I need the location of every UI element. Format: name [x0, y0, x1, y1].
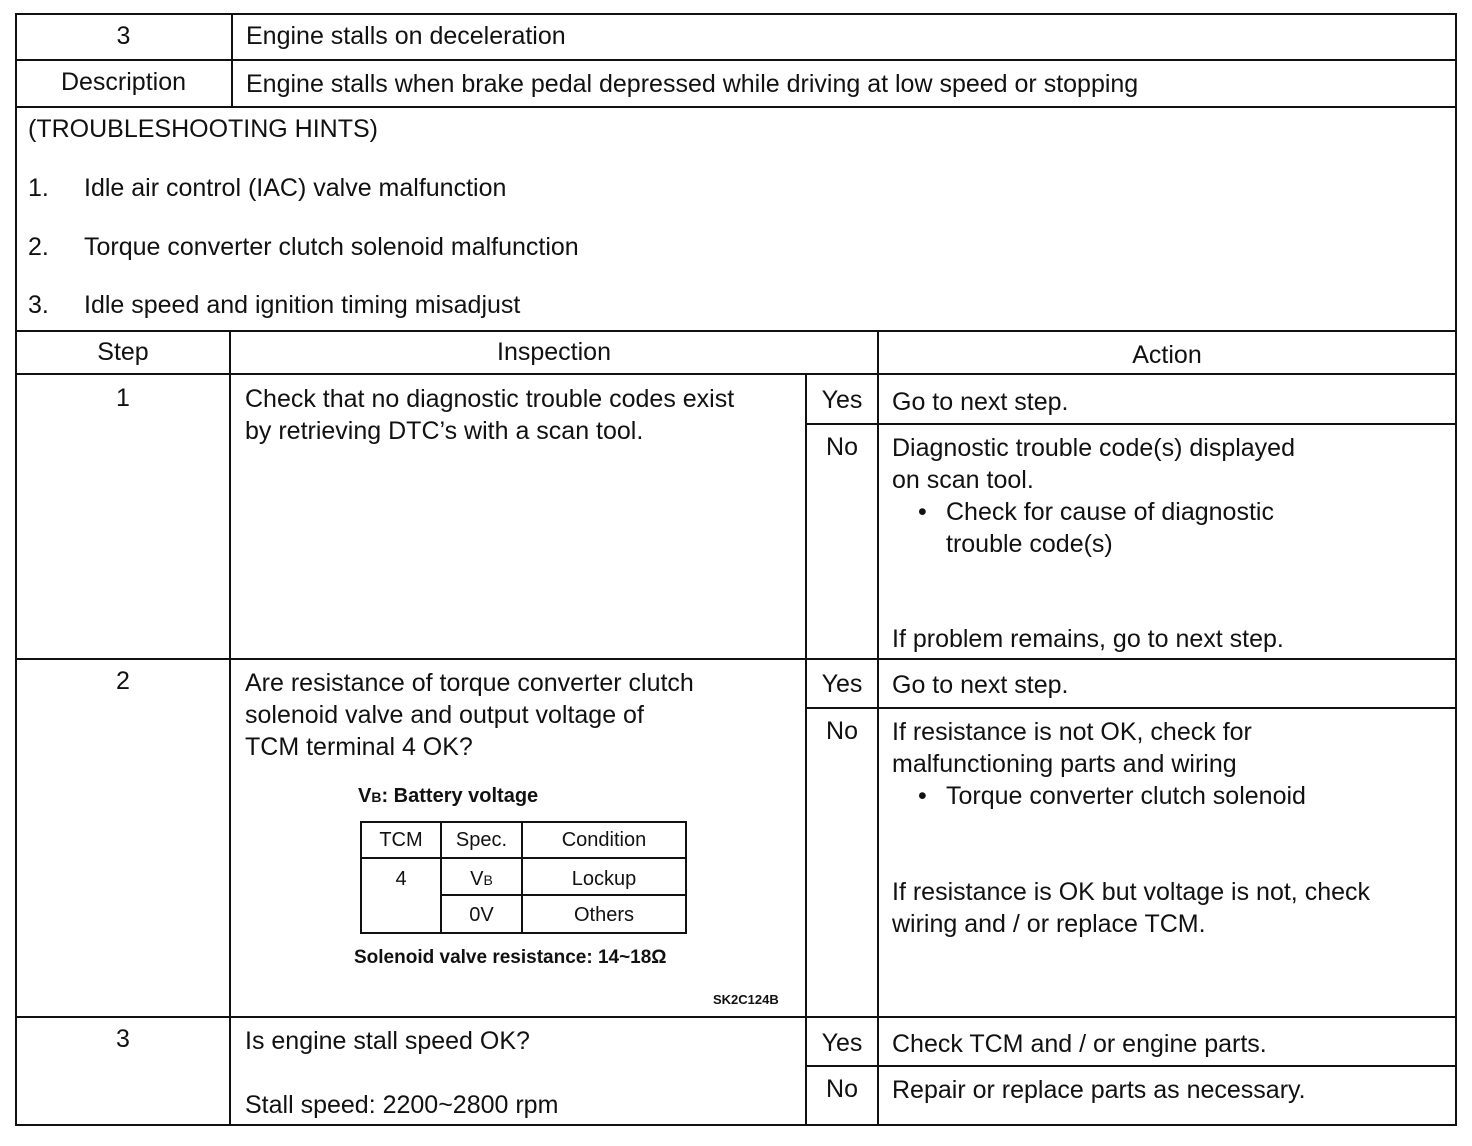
rule-step2-bottom	[15, 1016, 1457, 1018]
rule-colheads-bottom	[15, 373, 1457, 375]
yes-action: Go to next step.	[892, 671, 1069, 699]
inspection-text: Check that no diagnostic trouble codes exist	[245, 385, 735, 413]
rule-inspection-divider	[805, 373, 807, 1126]
spec-title-main: V	[358, 785, 372, 807]
no-action-line: on scan tool.	[892, 466, 1034, 494]
rule-step2-yes	[806, 707, 1457, 709]
rule-bottom	[15, 1124, 1457, 1126]
step-number: 2	[116, 667, 130, 695]
no-action-footer: If problem remains, go to next step.	[892, 625, 1284, 653]
spec-table-rule	[360, 821, 687, 823]
spec-title-rest: : Battery voltage	[381, 785, 539, 807]
yes-label: Yes	[821, 1029, 863, 1057]
inspection-text: by retrieving DTC’s with a scan tool.	[245, 417, 644, 445]
hint-number: 1.	[28, 174, 49, 202]
spec-subscript: B	[483, 872, 493, 888]
header-number: 3	[116, 22, 131, 50]
inspection-text: Stall speed: 2200~2800 rpm	[245, 1091, 559, 1119]
hints-heading: (TROUBLESHOOTING HINTS)	[28, 115, 379, 143]
rule-step3-yes	[806, 1065, 1457, 1067]
step-number: 3	[116, 1025, 130, 1053]
hint-text: Idle speed and ignition timing misadjust	[84, 291, 521, 319]
bullet: •	[918, 498, 927, 526]
spec-table-rule	[360, 932, 687, 934]
no-action: Repair or replace parts as necessary.	[892, 1076, 1306, 1104]
inspection-text: Is engine stall speed OK?	[245, 1027, 530, 1055]
spec-table-rule	[440, 894, 687, 896]
no-label: No	[826, 717, 858, 745]
header-title: Engine stalls on deceleration	[246, 22, 566, 50]
spec-table-condition: Lockup	[571, 868, 637, 890]
spec-table-spec	[442, 867, 521, 892]
spec-table-title	[358, 784, 538, 809]
spec-table-condition: Others	[573, 904, 635, 926]
rule-right	[1455, 13, 1457, 1126]
spec-table-header: TCM	[379, 829, 423, 851]
no-action-bullet-text: Check for cause of diagnostic	[946, 498, 1274, 526]
resistance-note: Solenoid valve resistance: 14~18Ω	[354, 947, 667, 968]
column-step-heading: Step	[97, 338, 149, 366]
no-action-bullet-text: Torque converter clutch solenoid	[946, 782, 1306, 810]
spec-title-subscript: B	[371, 789, 382, 805]
inspection-text: solenoid valve and output voltage of	[245, 701, 644, 729]
column-inspection-heading: Inspection	[497, 338, 611, 366]
rule-step-divider	[229, 330, 231, 1126]
spec-table-rule	[360, 857, 687, 859]
no-action-line: malfunctioning parts and wiring	[892, 750, 1237, 778]
rule-hints-bottom	[15, 330, 1457, 332]
rule-left	[15, 13, 17, 1126]
rule-header-divider	[231, 13, 233, 108]
no-action-line: wiring and / or replace TCM.	[892, 910, 1206, 938]
hint-text: Torque converter clutch solenoid malfunction	[84, 233, 579, 261]
yes-action: Check TCM and / or engine parts.	[892, 1030, 1267, 1058]
rule-step1-yes	[806, 423, 1457, 425]
spec-table-header: Condition	[561, 829, 647, 851]
yes-label: Yes	[821, 670, 863, 698]
inspection-text: Are resistance of torque converter clutch	[245, 669, 694, 697]
spec-table-spec	[442, 903, 521, 927]
bullet: •	[918, 782, 927, 810]
inspection-text: TCM terminal 4 OK?	[245, 733, 473, 761]
spec-table-header: Spec.	[455, 829, 508, 851]
spec-main: 0V	[469, 904, 494, 926]
spec-main: V	[470, 868, 484, 890]
description-text: Engine stalls when brake pedal depressed while driving at low speed or stopping	[246, 70, 1139, 98]
yes-action: Go to next step.	[892, 388, 1069, 416]
no-action-line: If resistance is OK but voltage is not, check	[892, 878, 1371, 906]
spec-table-rule	[685, 821, 687, 934]
hint-number: 2.	[28, 233, 49, 261]
description-label: Description	[60, 68, 187, 96]
rule-action-divider	[877, 330, 879, 1126]
no-action-bullet-text: trouble code(s)	[946, 530, 1113, 558]
no-action-line: If resistance is not OK, check for	[892, 718, 1252, 746]
hint-number: 3.	[28, 291, 49, 319]
hint-text: Idle air control (IAC) valve malfunction	[84, 174, 507, 202]
no-action-line: Diagnostic trouble code(s) displayed	[892, 434, 1295, 462]
yes-label: Yes	[821, 386, 863, 414]
no-label: No	[826, 1075, 858, 1103]
spec-table-tcm: 4	[395, 868, 407, 890]
column-action-heading: Action	[1132, 341, 1202, 369]
rule-step1-bottom	[15, 658, 1457, 660]
figure-code: SK2C124B	[713, 992, 779, 1007]
no-label: No	[826, 433, 858, 461]
step-number: 1	[116, 384, 130, 412]
